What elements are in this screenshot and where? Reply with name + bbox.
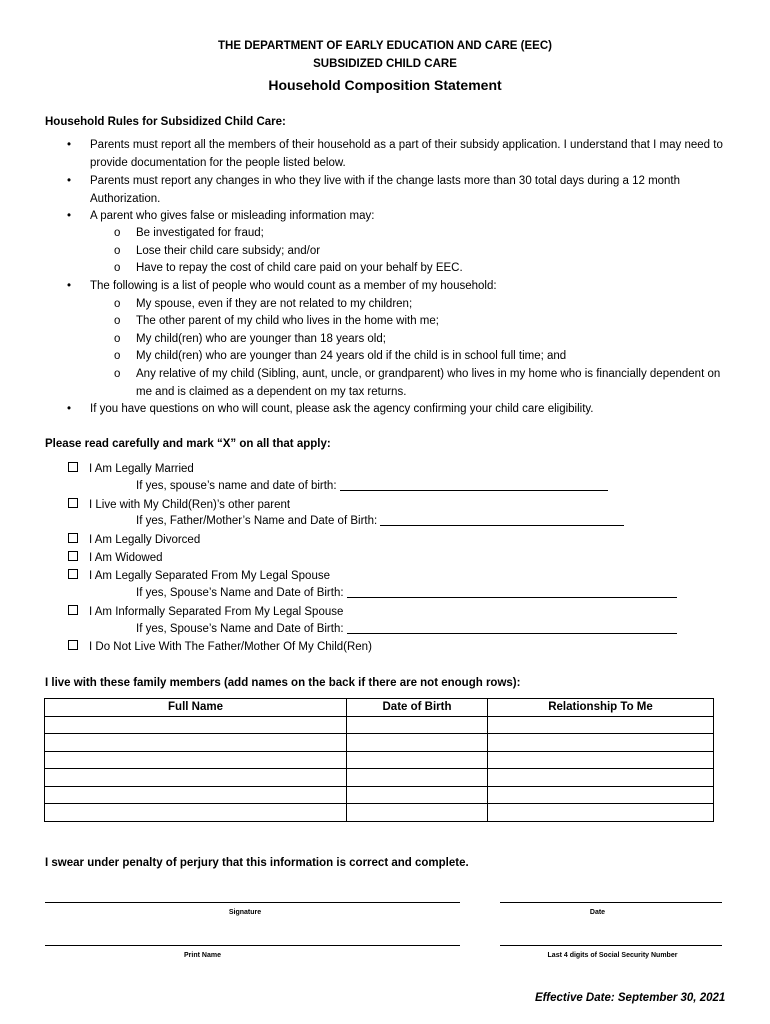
parent-info-field[interactable]: [380, 514, 624, 526]
rule-bullet-5: • If you have questions on who will count, please ask the agency confirming your child care eligibility.: [90, 401, 730, 419]
checkbox-live-with-other-parent[interactable]: I Live with My Child(Ren)’s other parent: [68, 497, 290, 514]
column-header-full-name: Full Name: [45, 699, 347, 717]
checkbox-legally-separated[interactable]: I Am Legally Separated From My Legal Spouse: [68, 568, 330, 585]
informal-spouse-info-field[interactable]: [347, 622, 677, 634]
bullet-icon: •: [67, 403, 72, 415]
print-name-field[interactable]: [45, 944, 460, 946]
checkbox-legally-married[interactable]: I Am Legally Married: [68, 461, 194, 478]
checkbox-icon[interactable]: [68, 551, 78, 561]
date-of-birth-cell[interactable]: [347, 786, 488, 804]
rule-sub-item: o Lose their child care subsidy; and/or: [136, 243, 721, 261]
circle-bullet-icon: o: [114, 245, 121, 257]
signature-label: Signature: [228, 909, 262, 916]
signature-field[interactable]: [45, 901, 460, 903]
rule-bullet-3: • A parent who gives false or misleading information may:: [90, 208, 730, 226]
relationship-cell[interactable]: [488, 804, 714, 822]
date-of-birth-cell[interactable]: [347, 751, 488, 769]
full-name-cell[interactable]: [45, 716, 347, 734]
circle-bullet-icon: o: [114, 262, 121, 274]
date-of-birth-cell[interactable]: [347, 804, 488, 822]
bullet-icon: •: [67, 175, 72, 187]
table-row: [45, 751, 714, 769]
rule-sub-item: o My spouse, even if they are not related to my children;: [136, 296, 721, 314]
checkbox-not-living-with-parent[interactable]: I Do Not Live With The Father/Mother Of My Child(Ren): [68, 639, 372, 656]
circle-bullet-icon: o: [114, 315, 121, 327]
date-label: Date: [589, 909, 606, 916]
ssn-field[interactable]: [500, 944, 722, 946]
circle-bullet-icon: o: [114, 368, 121, 380]
family-members-table: [44, 698, 714, 822]
checkbox-legally-divorced[interactable]: I Am Legally Divorced: [68, 532, 200, 549]
table-row: [45, 769, 714, 787]
rule-bullet-4: • The following is a list of people who would count as a member of my household:: [90, 278, 730, 296]
relationship-cell[interactable]: [488, 786, 714, 804]
rules-heading: Household Rules for Subsidized Child Care:: [45, 116, 286, 128]
checkbox-icon[interactable]: [68, 498, 78, 508]
table-row: [45, 804, 714, 822]
date-of-birth-cell[interactable]: [347, 734, 488, 752]
column-header-date-of-birth: Date of Birth: [347, 699, 488, 717]
separated-spouse-info-field[interactable]: [347, 586, 677, 598]
circle-bullet-icon: o: [114, 350, 121, 362]
department-title: THE DEPARTMENT OF EARLY EDUCATION AND CARE (EEC): [218, 40, 552, 52]
checkbox-icon[interactable]: [68, 569, 78, 579]
checkbox-icon[interactable]: [68, 640, 78, 650]
relationship-cell[interactable]: [488, 716, 714, 734]
spouse-info-field[interactable]: [340, 479, 608, 491]
full-name-cell[interactable]: [45, 734, 347, 752]
full-name-cell[interactable]: [45, 786, 347, 804]
perjury-statement: I swear under penalty of perjury that this information is correct and complete.: [45, 857, 469, 869]
circle-bullet-icon: o: [114, 227, 121, 239]
relationship-cell[interactable]: [488, 734, 714, 752]
informal-spouse-info-row: If yes, Spouse’s Name and Date of Birth:: [136, 622, 677, 635]
ssn-label: Last 4 digits of Social Security Number: [547, 952, 678, 959]
rule-sub-item: o Be investigated for fraud;: [136, 225, 721, 243]
family-members-heading: I live with these family members (add names on the back if there are not enough rows):: [45, 677, 521, 689]
checklist-heading: Please read carefully and mark “X” on all that apply:: [45, 438, 331, 450]
table-row: [45, 786, 714, 804]
relationship-cell[interactable]: [488, 769, 714, 787]
effective-date: Effective Date: September 30, 2021: [535, 992, 726, 1004]
circle-bullet-icon: o: [114, 333, 121, 345]
form-title: Household Composition Statement: [268, 77, 502, 93]
table-header-row: [45, 699, 714, 717]
relationship-cell[interactable]: [488, 751, 714, 769]
bullet-icon: •: [67, 210, 72, 222]
rule-sub-item: o My child(ren) who are younger than 18 years old;: [136, 331, 721, 349]
full-name-cell[interactable]: [45, 769, 347, 787]
print-name-label: Print Name: [184, 952, 221, 959]
checkbox-informally-separated[interactable]: I Am Informally Separated From My Legal Spouse: [68, 604, 343, 621]
table-row: [45, 734, 714, 752]
rule-sub-item: o The other parent of my child who lives in the home with me;: [136, 313, 721, 331]
table-row: [45, 716, 714, 734]
program-title: SUBSIDIZED CHILD CARE: [313, 58, 457, 70]
checkbox-icon[interactable]: [68, 605, 78, 615]
checkbox-widowed[interactable]: I Am Widowed: [68, 550, 163, 567]
separated-spouse-info-row: If yes, Spouse’s Name and Date of Birth:: [136, 586, 677, 599]
date-field[interactable]: [500, 901, 722, 903]
full-name-cell[interactable]: [45, 804, 347, 822]
circle-bullet-icon: o: [114, 298, 121, 310]
bullet-icon: •: [67, 280, 72, 292]
parent-info-row: If yes, Father/Mother’s Name and Date of Birth:: [136, 514, 624, 527]
full-name-cell[interactable]: [45, 751, 347, 769]
checkbox-icon[interactable]: [68, 462, 78, 472]
rule-bullet-1: • Parents must report all the members of their household as a part of their subsidy application. I understand that I may need to provide documentation for the people listed below.: [67, 139, 723, 169]
spouse-info-row: If yes, spouse’s name and date of birth:: [136, 479, 608, 492]
date-of-birth-cell[interactable]: [347, 769, 488, 787]
rule-sub-item: o My child(ren) who are younger than 24 years old if the child is in school full time; and: [136, 348, 721, 366]
column-header-relationship: Relationship To Me: [488, 699, 714, 717]
checkbox-icon[interactable]: [68, 533, 78, 543]
date-of-birth-cell[interactable]: [347, 716, 488, 734]
rule-sub-item: o Any relative of my child (Sibling, aunt, uncle, or grandparent) who lives in my home who is financially dependent on me and is claimed as a dependent on my tax returns.: [114, 368, 721, 398]
bullet-icon: •: [67, 139, 72, 151]
rule-sub-item: o Have to repay the cost of child care paid on your behalf by EEC.: [136, 260, 721, 278]
rule-bullet-2: • Parents must report any changes in who they live with if the change lasts more than 30 total days during a 12 month Authorization.: [67, 175, 681, 205]
